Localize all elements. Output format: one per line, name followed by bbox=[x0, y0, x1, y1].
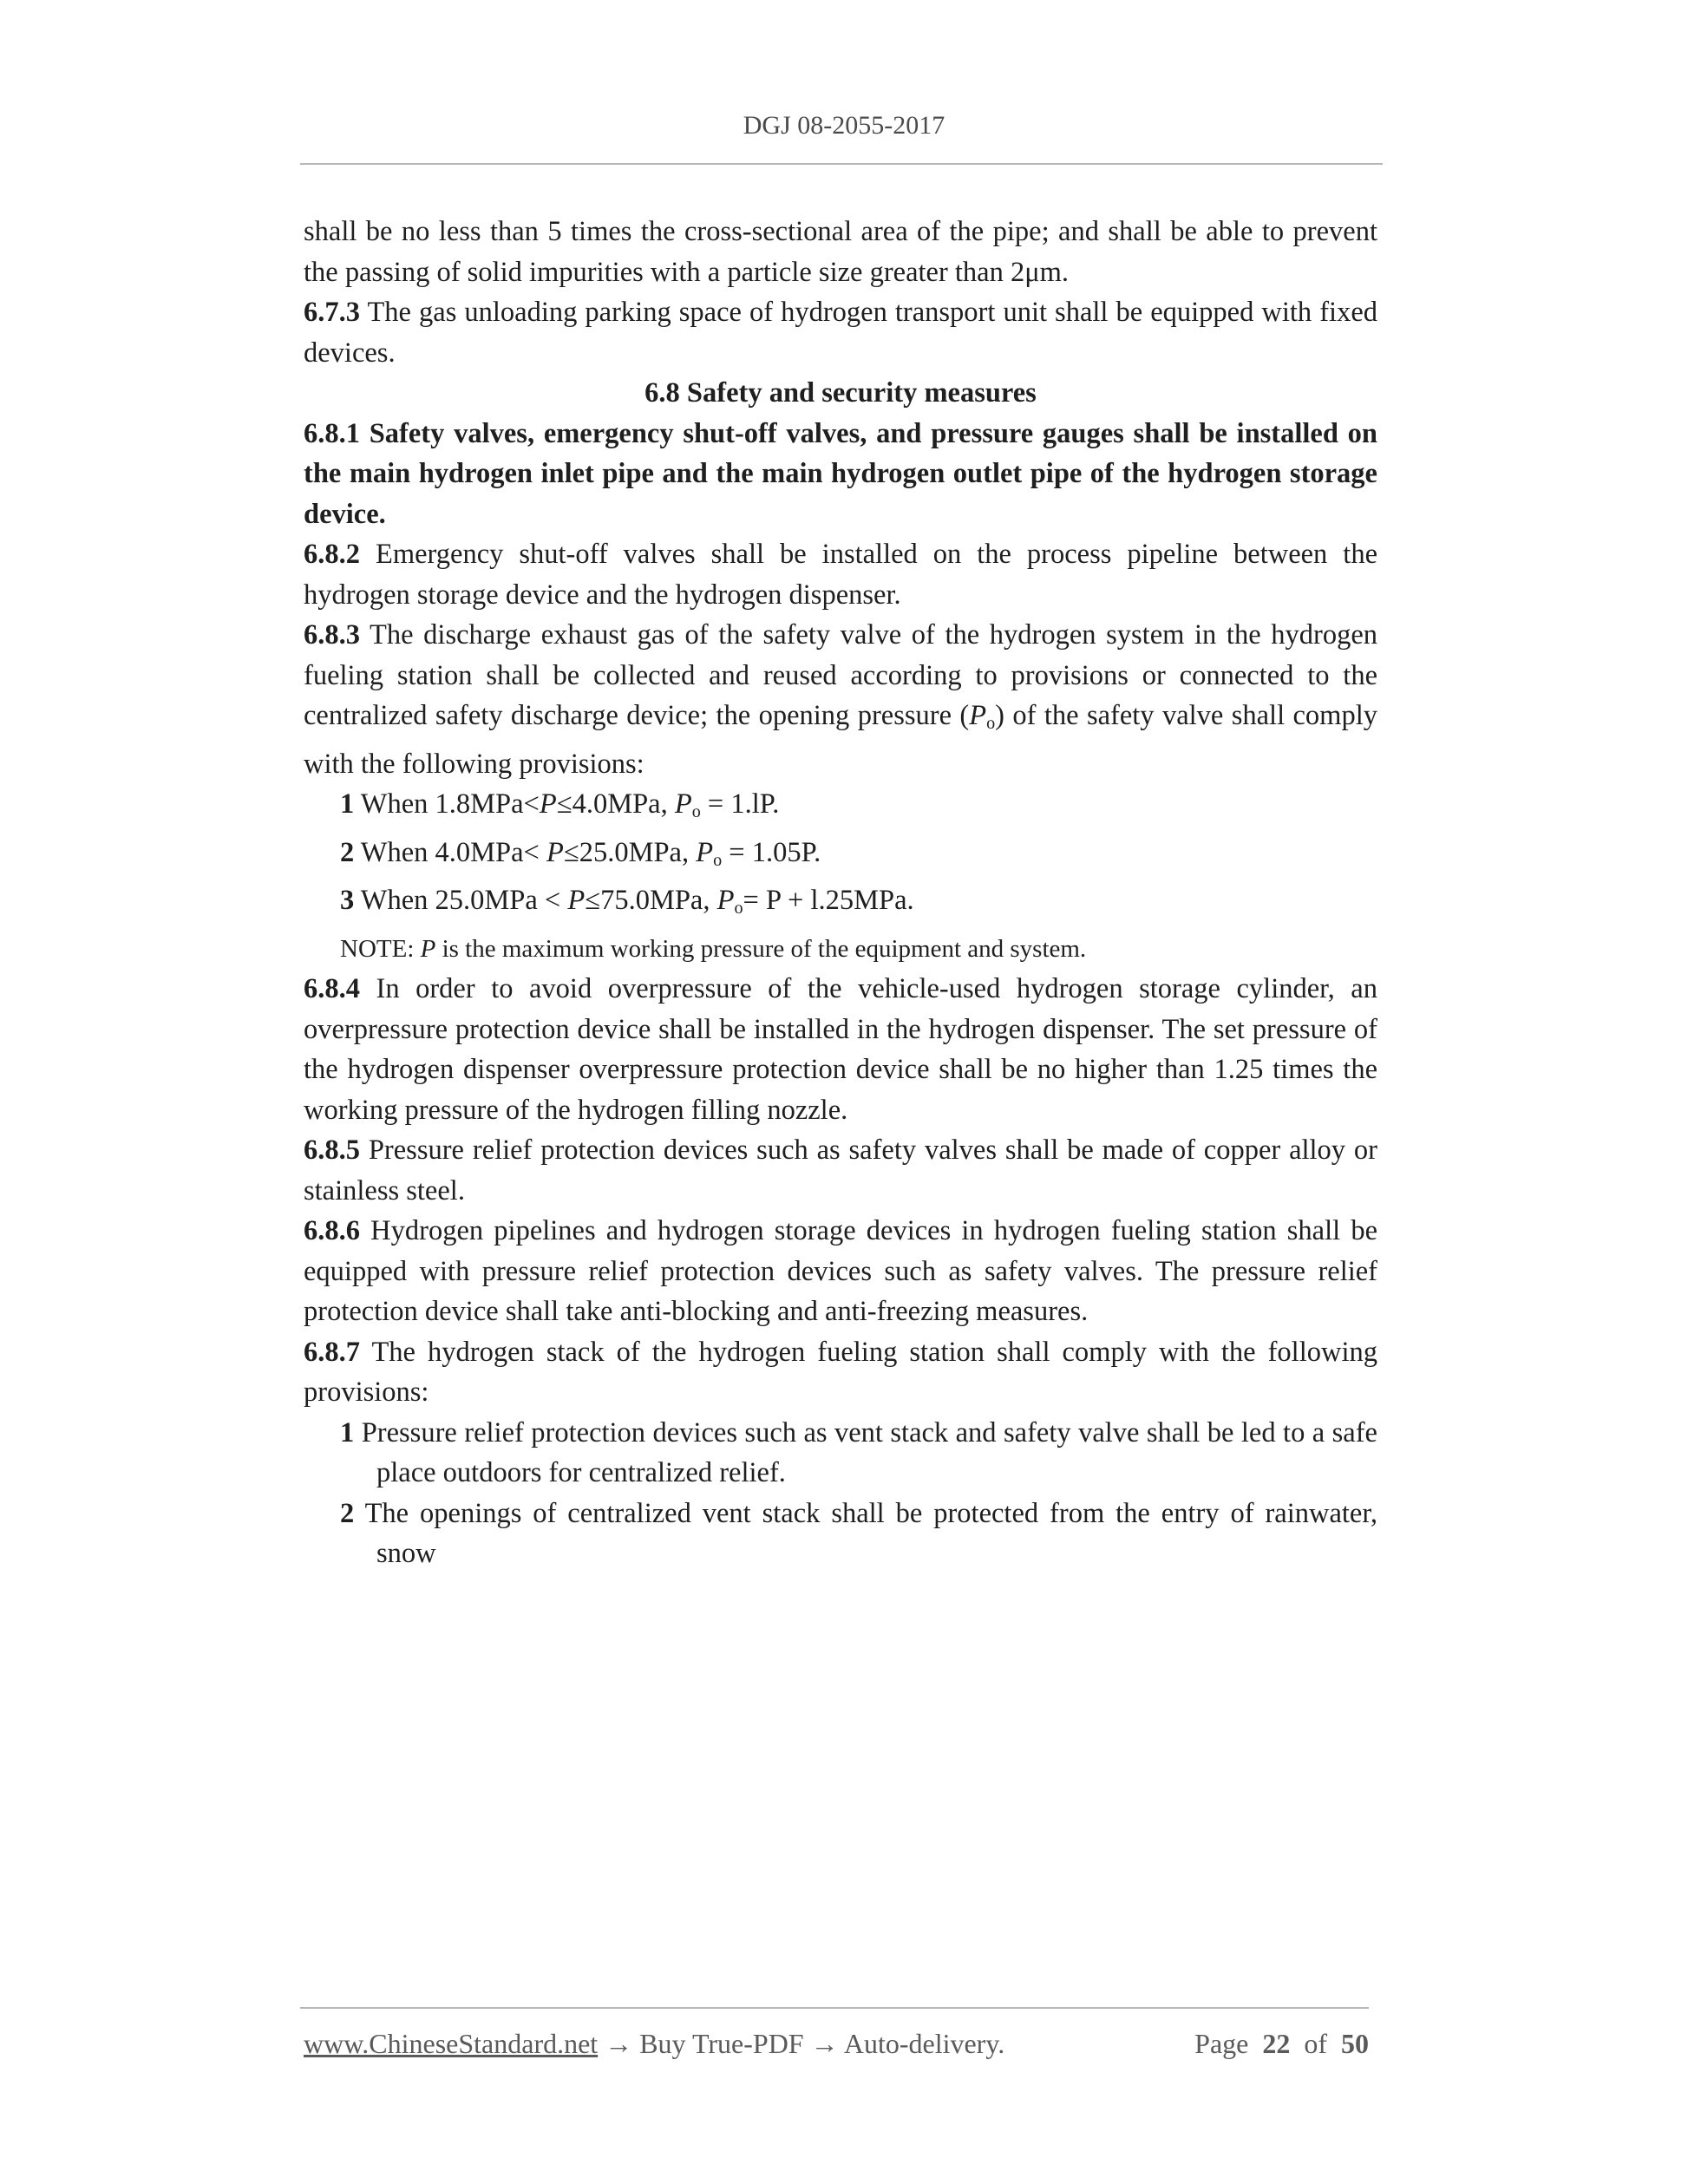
clause-text: The hydrogen stack of the hydrogen fueling station shall comply with the following provisions: bbox=[304, 1336, 1377, 1409]
clause-6-8-2 bbox=[304, 534, 1377, 615]
page-indicator bbox=[1194, 2028, 1369, 2060]
list-item bbox=[304, 880, 1377, 929]
item-text: = 1.05P. bbox=[722, 836, 821, 868]
clause-text: Hydrogen pipelines and hydrogen storage devices in hydrogen fueling station shall be equipped with pressure relief protection devices such as safety valves. The pressure relief protection device shall take anti-blocking and anti-freezing measures. bbox=[304, 1215, 1377, 1328]
clause-text: The gas unloading parking space of hydrogen transport unit shall be equipped with fixed devices. bbox=[304, 297, 1377, 369]
note-text: is the maximum working pressure of the equipment and system. bbox=[435, 934, 1087, 963]
item-text: When 1.8MPa< bbox=[354, 788, 540, 821]
item-text: The openings of centralized vent stack shall be protected from the entry of rainwater, snow bbox=[354, 1497, 1377, 1570]
total-pages: 50 bbox=[1341, 2028, 1369, 2059]
clause-6-8-1: 6.8.1 Safety valves, emergency shut-off valves, and pressure gauges shall be installed on the main hydrogen inlet pipe and the main hydrogen outlet pipe of the hydrogen storage device. bbox=[304, 417, 1377, 530]
paragraph-continuation: shall be no less than 5 times the cross-sectional area of the pipe; and shall be able to prevent the passing of solid impurities with a particle size greater than 2μm. bbox=[304, 216, 1377, 288]
subscript-o: o bbox=[986, 714, 996, 734]
symbol-p: P bbox=[420, 934, 436, 963]
clause-text: Emergency shut-off valves shall be installed on the process pipeline between the hydrogen storage device and the hydrogen dispenser. bbox=[304, 539, 1377, 611]
list-item bbox=[304, 833, 1377, 881]
subscript-o: o bbox=[713, 850, 723, 870]
clause-number: 6.8.4 bbox=[304, 973, 360, 1005]
clause-6-8-4 bbox=[304, 969, 1377, 1130]
item-text: ≤25.0MPa, bbox=[563, 836, 697, 868]
footer-promo-text: → Buy True-PDF → Auto-delivery. bbox=[598, 2028, 1005, 2059]
item-text: Pressure relief protection devices such as vent stack and safety valve shall be led to a safe place outdoors for centralized relief. bbox=[354, 1416, 1377, 1489]
clause-text: ) of the safety valve shall comply with the following provisions: bbox=[304, 700, 1377, 780]
clause-text: In order to avoid overpressure of the vehicle-used hydrogen storage cylinder, an overpressure protection device shall be installed in the hydrogen dispenser. The set pressure of the hydrogen dispenser overpressure protection device shall be no higher than 1.25 times the working pressure of the hydrogen filling nozzle. bbox=[304, 973, 1377, 1126]
current-page: 22 bbox=[1262, 2028, 1291, 2059]
document-body bbox=[304, 212, 1377, 1574]
clause-6-7-3 bbox=[304, 292, 1377, 373]
clause-6-8-6 bbox=[304, 1211, 1377, 1332]
page-header-code: DGJ 08-2055-2017 bbox=[743, 111, 945, 140]
item-number: 3 bbox=[340, 885, 355, 917]
clause-6-8-7 bbox=[304, 1332, 1377, 1413]
item-text: = P + l.25MPa. bbox=[743, 885, 914, 917]
item-text: ≤75.0MPa, bbox=[585, 885, 717, 917]
clause-6-8-5 bbox=[304, 1130, 1377, 1211]
item-text: When 25.0MPa < bbox=[354, 885, 568, 917]
item-text: When 4.0MPa< bbox=[354, 836, 546, 868]
symbol-p: P bbox=[674, 788, 692, 821]
note-label: NOTE: bbox=[340, 934, 421, 963]
footer-promo bbox=[304, 2028, 1004, 2060]
item-number: 2 bbox=[340, 1497, 355, 1529]
clause-6-8-3 bbox=[304, 615, 1377, 784]
clause-number: 6.7.3 bbox=[304, 297, 360, 328]
list-item bbox=[304, 1494, 1377, 1574]
subscript-o: o bbox=[691, 802, 701, 822]
symbol-p: P bbox=[567, 885, 586, 917]
list-item bbox=[304, 784, 1377, 833]
website-link[interactable]: www.ChineseStandard.net bbox=[304, 2028, 599, 2059]
symbol-p: P bbox=[696, 836, 714, 868]
note bbox=[304, 929, 1377, 970]
list-item bbox=[304, 1413, 1377, 1494]
clause-text: Pressure relief protection devices such as safety valves shall be made of copper alloy or stainless steel. bbox=[304, 1135, 1377, 1206]
symbol-p: P bbox=[716, 885, 735, 917]
of-label: of bbox=[1304, 2028, 1327, 2059]
item-number: 2 bbox=[340, 836, 355, 868]
section-heading: 6.8 Safety and security measures bbox=[644, 377, 1037, 409]
item-number: 1 bbox=[340, 788, 355, 821]
clause-number: 6.8.2 bbox=[304, 539, 360, 570]
symbol-p: P bbox=[539, 788, 557, 821]
page-label: Page bbox=[1194, 2028, 1249, 2059]
clause-number: 6.8.5 bbox=[304, 1135, 360, 1167]
clause-number: 6.8.3 bbox=[304, 619, 360, 651]
clause-text: The discharge exhaust gas of the safety valve of the hydrogen system in the hydrogen fueling station shall be collected and reused according to provisions or connected to the centralized safety discharge device; the opening pressure ( bbox=[304, 619, 1377, 731]
clause-number: 6.8.7 bbox=[304, 1336, 360, 1368]
item-number: 1 bbox=[340, 1416, 355, 1448]
item-text: ≤4.0MPa, bbox=[556, 788, 675, 821]
item-text: = 1.lP. bbox=[700, 788, 780, 821]
symbol-p: P bbox=[546, 836, 564, 868]
footer-divider bbox=[300, 2007, 1369, 2009]
header-divider bbox=[300, 163, 1383, 165]
symbol-p: P bbox=[969, 700, 987, 731]
clause-number: 6.8.6 bbox=[304, 1215, 360, 1247]
subscript-o: o bbox=[734, 899, 743, 919]
